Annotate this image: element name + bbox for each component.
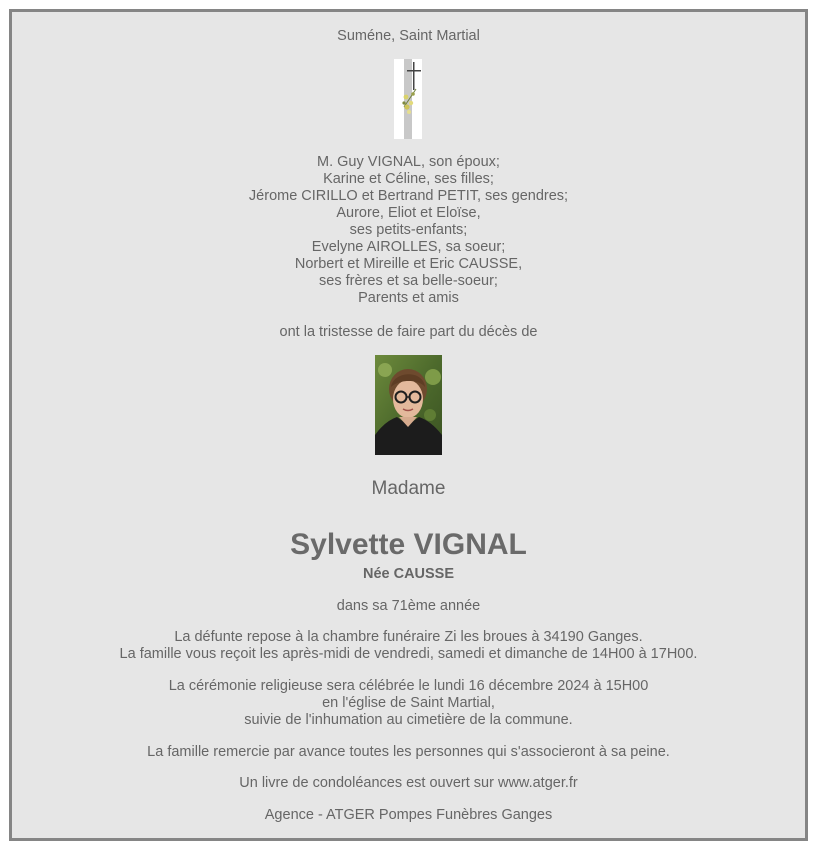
family-list xyxy=(12,154,805,307)
family-line: Parents et amis xyxy=(358,290,459,306)
ceremony-info xyxy=(12,678,805,729)
ceremony-line: La cérémonie religieuse sera célébrée le lundi 16 décembre 2024 à 15H00 xyxy=(168,678,649,694)
family-line: Jérome CIRILLO et Bertrand PETIT, ses gendres; xyxy=(248,188,569,204)
ceremony-line: en l'église de Saint Martial, xyxy=(322,695,495,711)
family-line: Norbert et Mireille et Eric CAUSSE, xyxy=(294,256,523,272)
family-line: Aurore, Eliot et Eloïse, xyxy=(336,205,481,221)
ceremony-line: suivie de l'inhumation au cimetière de la commune. xyxy=(244,712,573,728)
deceased-name: Sylvette VIGNAL xyxy=(290,528,527,561)
maiden-name: Née CAUSSE xyxy=(362,566,455,582)
rest-line: La famille vous reçoit les après-midi de vendredi, samedi et dimanche de 14H00 à 17H00. xyxy=(119,646,698,662)
family-line: Evelyne AIROLLES, sa soeur; xyxy=(311,239,506,255)
agency-text: Agence - ATGER Pompes Funèbres Ganges xyxy=(264,807,553,823)
portrait-image xyxy=(375,355,442,455)
rest-line: La défunte repose à la chambre funéraire Zi les broues à 34190 Ganges. xyxy=(174,629,643,645)
location-text: Suméne, Saint Martial xyxy=(337,28,480,44)
portrait-photo xyxy=(375,355,442,455)
age-text: dans sa 71ème année xyxy=(336,598,481,614)
cross-with-flowers-icon xyxy=(394,59,422,139)
condolences-text: Un livre de condoléances est ouvert sur www.atger.fr xyxy=(239,775,578,791)
cross-emblem xyxy=(394,59,422,139)
family-line: ses petits-enfants; xyxy=(349,222,468,238)
family-line: M. Guy VIGNAL, son époux; xyxy=(317,154,500,170)
family-line: Karine et Céline, ses filles; xyxy=(323,171,494,187)
family-line: ses frères et sa belle-soeur; xyxy=(319,273,498,289)
title-text: Madame xyxy=(371,478,446,499)
announcement-text: ont la tristesse de faire part du décès de xyxy=(279,324,538,340)
obituary-notice xyxy=(9,9,808,841)
thanks-text: La famille remercie par avance toutes les personnes qui s'associeront à sa peine. xyxy=(147,744,670,760)
rest-info xyxy=(12,629,805,663)
